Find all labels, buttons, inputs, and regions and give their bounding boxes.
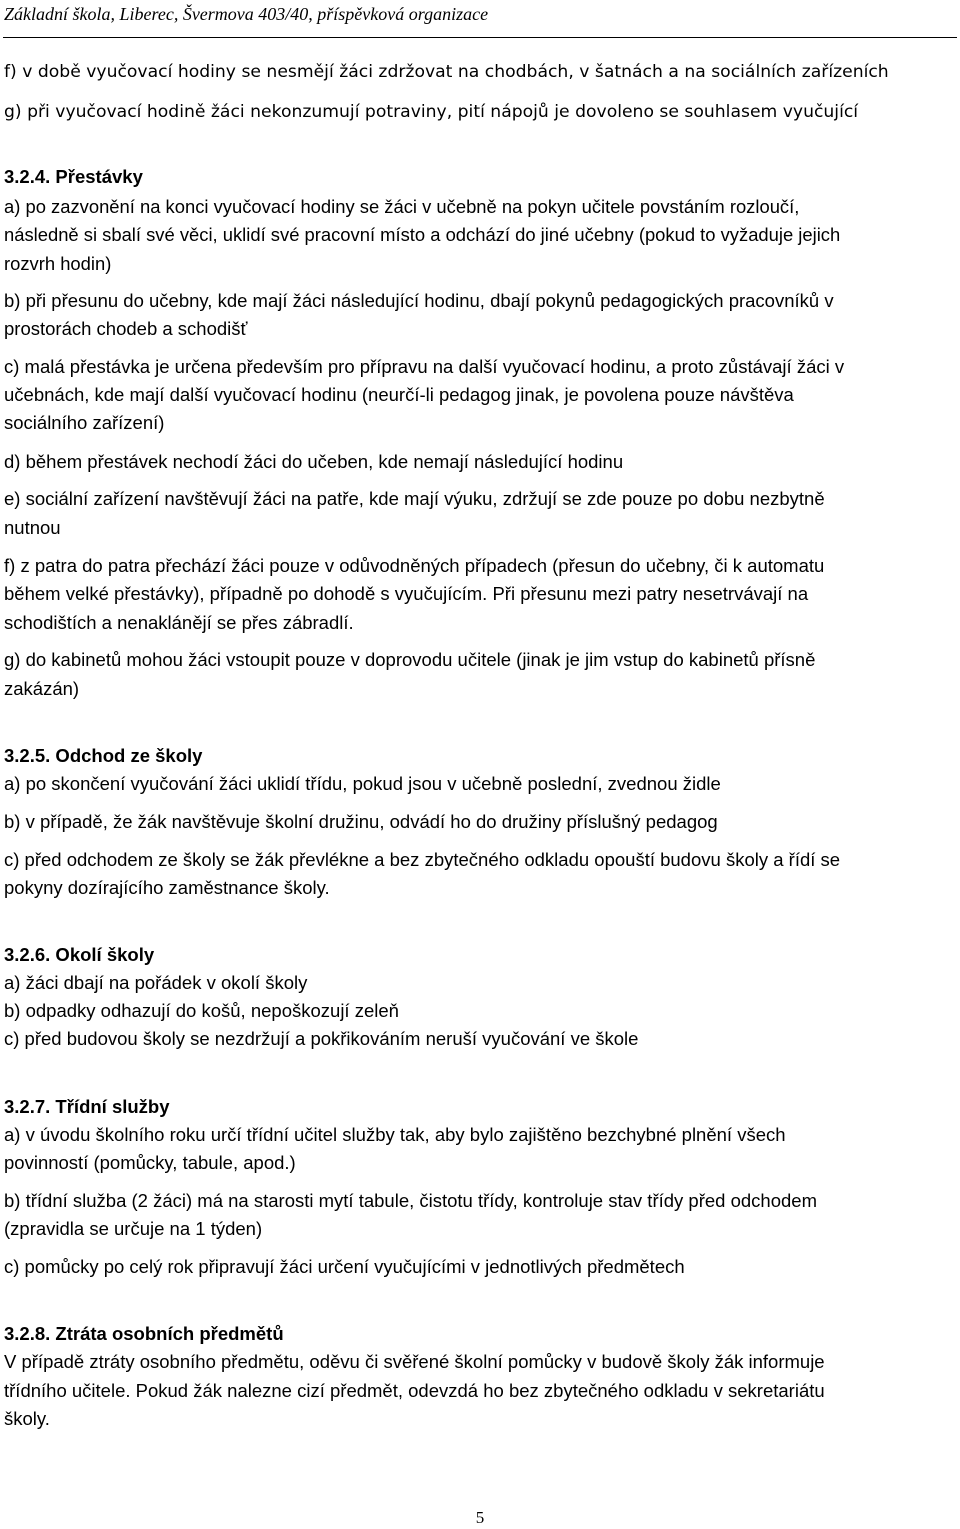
rule-line: a) v úvodu školního roku určí třídní učitel služby tak, aby bylo zajištěno bezchybné plnění všech: [4, 1124, 786, 1145]
rule-line: V případě ztráty osobního předmětu, oděvu či svěřené školní pomůcky v budově školy žák informuje: [4, 1351, 825, 1372]
rule-line: následně si sbalí své věci, uklidí své pracovní místo a odchází do jiné učebny (pokud to vyžaduje jejich: [4, 224, 841, 245]
section-heading: 3.2.8. Ztráta osobních předmětů: [4, 1323, 284, 1344]
rule-line: g) při vyučovací hodině žáci nekonzumují potraviny, pití nápojů je dovoleno se souhlasem vyučující: [4, 102, 859, 122]
section-heading: 3.2.5. Odchod ze školy: [4, 745, 203, 766]
rule-line: prostorách chodeb a schodišť: [4, 318, 248, 339]
rule-line: a) po skončení vyučování žáci uklidí třídu, pokud jsou v učebně poslední, zvednou židle: [4, 773, 721, 794]
rule-line: učebnách, kde mají další vyučovací hodinu (neurčí-li pedagog jinak, je povolena pouze návštěva: [4, 384, 794, 405]
rule-line: pokyny dozírajícího zaměstnance školy.: [4, 877, 330, 898]
rule-line: během velké přestávky), případně po dohodě s vyučujícím. Při přesunu mezi patry nesetrvávají na: [4, 583, 809, 604]
rule-line: sociálního zařízení): [4, 412, 165, 433]
rule-line: třídního učitele. Pokud žák nalezne cizí předmět, odevzdá ho bez zbytečného odkladu v sekretariátu: [4, 1380, 825, 1401]
rule-line: b) při přesunu do učebny, kde mají žáci následující hodinu, dbají pokynů pedagogických pracovníků v: [4, 290, 834, 311]
rule-line: a) po zazvonění na konci vyučovací hodiny se žáci v učebně na pokyn učitele povstáním rozloučí,: [4, 196, 800, 217]
rule-line: d) během přestávek nechodí žáci do učeben, kde nemají následující hodinu: [4, 451, 624, 472]
rule-line: b) třídní služba (2 žáci) má na starosti mytí tabule, čistotu třídy, kontroluje stav třídy před odchodem: [4, 1190, 817, 1211]
rule-line: b) odpadky odhazují do košů, nepoškozují zeleň: [4, 1000, 399, 1021]
rule-line: c) pomůcky po celý rok připravují žáci určení vyučujícími v jednotlivých předmětech: [4, 1256, 685, 1277]
rule-line: g) do kabinetů mohou žáci vstoupit pouze v doprovodu učitele (jinak je jim vstup do kabinetů přísně: [4, 649, 816, 670]
section-heading: 3.2.6. Okolí školy: [4, 944, 155, 965]
rule-line: f) v době vyučovací hodiny se nesmějí žáci zdržovat na chodbách, v šatnách a na sociálních zařízeních: [4, 62, 889, 82]
rule-line: c) malá přestávka je určena především pro přípravu na další vyučovací hodinu, a proto zůstávají žáci v: [4, 356, 845, 377]
rule-line: c) před budovou školy se nezdržují a pokřikováním neruší vyučování ve škole: [4, 1028, 639, 1049]
section-heading: 3.2.4. Přestávky: [4, 166, 143, 187]
rule-line: e) sociální zařízení navštěvují žáci na patře, kde mají výuku, zdržují se zde pouze po dobu nezbytně: [4, 488, 825, 509]
document-header: Základní škola, Liberec, Švermova 403/40, příspěvková organizace: [4, 4, 489, 24]
rule-line: c) před odchodem ze školy se žák převlékne a bez zbytečného odkladu opouští budovu školy a řídí se: [4, 849, 841, 870]
rule-line: a) žáci dbají na pořádek v okolí školy: [4, 972, 308, 993]
rule-line: zakázán): [4, 678, 80, 699]
rule-line: školy.: [4, 1408, 50, 1429]
rule-line: rozvrh hodin): [4, 253, 112, 274]
rule-line: f) z patra do patra přechází žáci pouze v odůvodněných případech (přesun do učebny, či k automatu: [4, 555, 825, 576]
rule-line: povinností (pomůcky, tabule, apod.): [4, 1152, 296, 1173]
rule-line: schodištích a nenaklánějí se přes zábradlí.: [4, 612, 354, 633]
rule-line: b) v případě, že žák navštěvuje školní družinu, odvádí ho do družiny příslušný pedagog: [4, 811, 718, 832]
rule-line: (zpravidla se určuje na 1 týden): [4, 1218, 263, 1239]
page-number: 5: [475, 1508, 485, 1527]
rule-line: nutnou: [4, 517, 61, 538]
section-heading: 3.2.7. Třídní služby: [4, 1096, 170, 1117]
header-divider: [3, 37, 957, 38]
